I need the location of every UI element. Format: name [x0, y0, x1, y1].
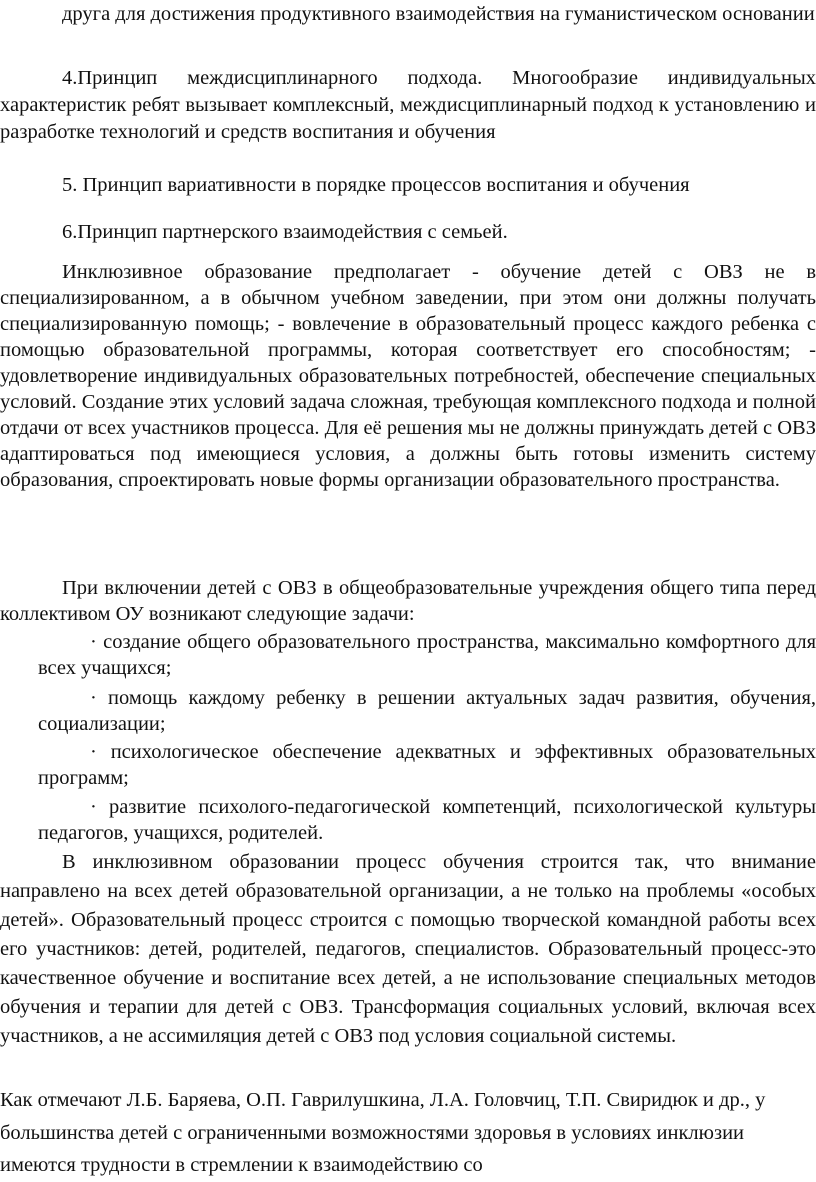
bullet-item: · психологическое обеспечение адекватных и эффективных образовательных программ;: [38, 741, 816, 789]
paragraph-principle-6: 6.Принцип партнерского взаимодействия с семьей.: [62, 221, 508, 243]
paragraph-authors-note: Как отмечают Л.Б. Баряева, О.П. Гаврилушкина, Л.А. Головчиц, Т.П. Свиридюк и др., у большинства детей с ограниченными возможностями здоровья в условиях инклюзии имеются трудности в стремлении к взаимодействию со: [0, 1089, 766, 1176]
paragraph-inclusive-education: Инклюзивное образование предполагает - обучение детей с ОВЗ не в специализированном, а в обычном учебном заведении, при этом они должны получать специализированную помощь; - вовлечение в образовательный процесс каждого ребенка с помощью образовательной программы, которая соответствует его способностям; - удовлетворение индивидуальных образовательных потребностей, обеспечение специальных условий. Создание этих условий задача сложная, требующая комплексного подхода и полной отдачи от всех участников процесса. Для её решения мы не должны принуждать детей с ОВЗ адаптироваться под имеющиеся условия, а должны быть готовы изменить систему образования, спроектировать новые формы организации образовательного пространства.: [0, 261, 816, 491]
paragraph-inclusive-process: В инклюзивном образовании процесс обучения строится так, что внимание направлено на всех детей образовательной организации, а не только на проблемы «особых детей». Образовательный процесс строится с помощью творческой командной работы всех его участников: детей, родителей, педагогов, специалистов. Образовательный процесс-это качественное обучение и воспитание всех детей, а не использование специальных методов обучения и терапии для детей с ОВЗ. Трансформация социальных условий, включая всех участников, а не ассимиляция детей с ОВЗ под условия социальной системы.: [0, 851, 816, 1047]
bullet-item: · создание общего образовательного пространства, максимально комфортного для всех учащихся;: [38, 631, 816, 679]
paragraph-continuation: друга для достижения продуктивного взаимодействия на гуманистическом основании: [62, 3, 815, 25]
paragraph-principle-4: 4.Принцип междисциплинарного подхода. Многообразие индивидуальных характеристик ребят вызывает комплексный, междисциплинарный подход к установлению и разработке технологий и средств воспитания и обучения: [0, 67, 816, 143]
bullet-item: · помощь каждому ребенку в решении актуальных задач развития, обучения, социализации;: [38, 687, 816, 735]
bullet-item: · развитие психолого-педагогической компетенций, психологической культуры педагогов, учащихся, родителей.: [38, 796, 816, 844]
paragraph-tasks-intro: При включении детей с ОВЗ в общеобразовательные учреждения общего типа перед коллективом ОУ возникают следующие задачи:: [0, 577, 816, 625]
paragraph-principle-5: 5. Принцип вариативности в порядке процессов воспитания и обучения: [62, 174, 690, 196]
